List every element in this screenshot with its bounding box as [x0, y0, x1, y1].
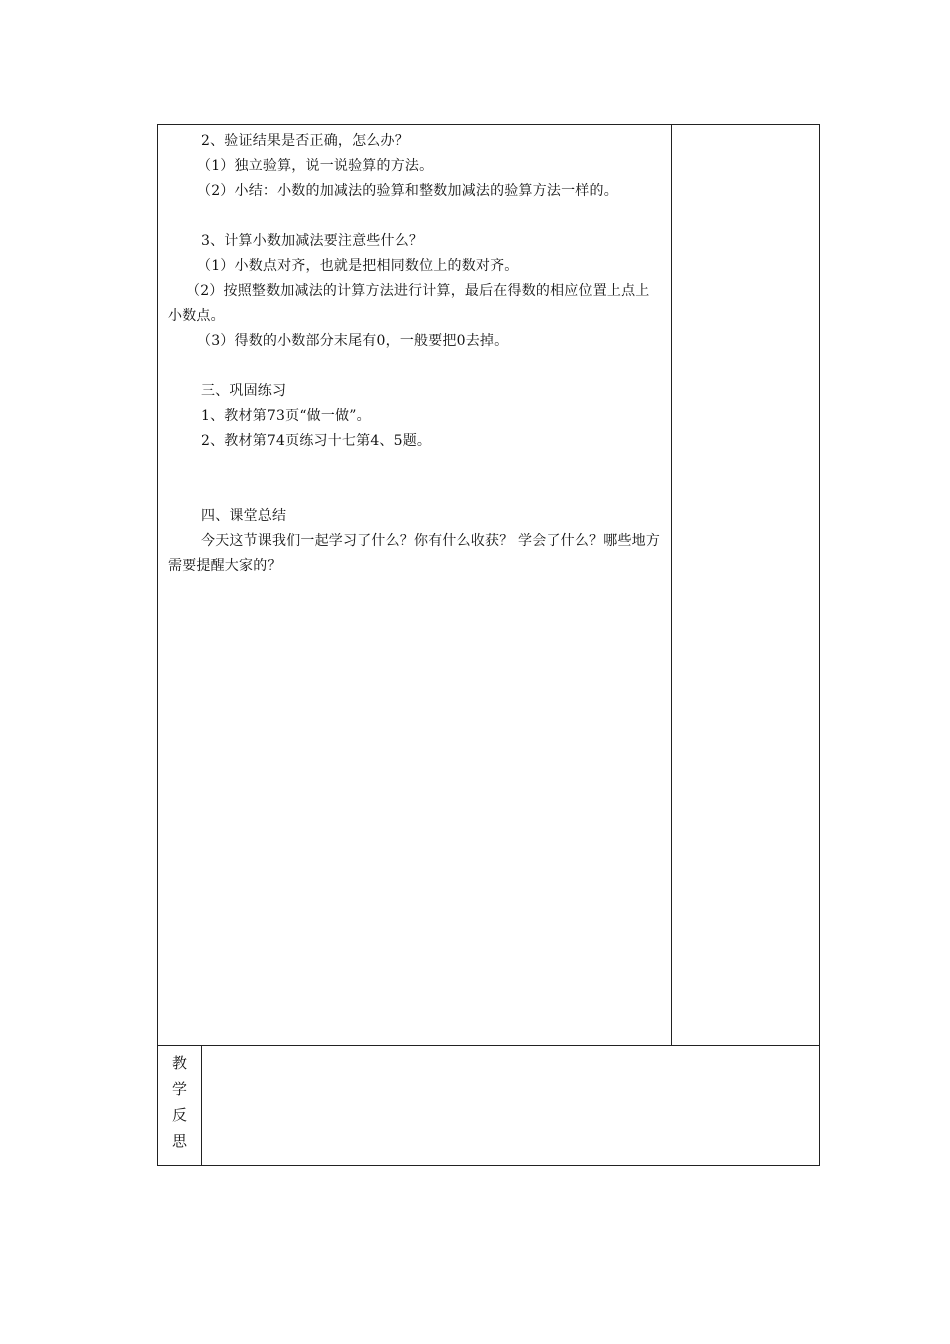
reflection-label-char: 反: [171, 1106, 187, 1124]
reflection-content-cell: [202, 1046, 819, 1165]
spacer: [168, 454, 663, 504]
heading-practice: 三、巩固练习: [201, 383, 287, 399]
practice-item-2: 2、教材第74页练习十七第4、5题。: [201, 433, 432, 449]
practice-item-1: 1、教材第73页“做一做”。: [201, 408, 371, 424]
sub-item-attention-2: （2）按照整数加减法的计算方法进行计算，最后在得数的相应位置上点上小数点。: [168, 283, 650, 324]
reflection-label-char: 学: [171, 1080, 187, 1098]
sub-item-verify-1: （1）独立验算，说一说验算的方法。: [197, 158, 434, 174]
lesson-content-cell: [158, 125, 672, 1045]
reflection-label-char: 教: [171, 1054, 187, 1072]
section-item-attention: 3、计算小数加减法要注意些什么？: [201, 233, 424, 249]
reflection-label-char: 思: [171, 1132, 187, 1150]
heading-summary: 四、课堂总结: [201, 508, 287, 524]
spacer: [168, 204, 663, 229]
sub-item-verify-summary: （2）小结：小数的加减法的验算和整数加减法的验算方法一样的。: [197, 183, 618, 199]
reflection-label-cell: [158, 1046, 202, 1165]
section-item-verify: 2、验证结果是否正确，怎么办？: [201, 133, 409, 149]
summary-text: 今天这节课我们一起学习了什么？你有什么收获？ 学会了什么？哪些地方需要提醒大家的？: [168, 533, 661, 574]
lesson-table: [157, 124, 820, 1046]
sub-item-attention-3: （3）得数的小数部分末尾有0，一般要把0去掉。: [197, 333, 509, 349]
reflection-table: [157, 1045, 820, 1166]
notes-cell: [672, 125, 819, 1045]
spacer: [168, 354, 663, 379]
sub-item-attention-1: （1）小数点对齐，也就是把相同数位上的数对齐。: [197, 258, 519, 274]
